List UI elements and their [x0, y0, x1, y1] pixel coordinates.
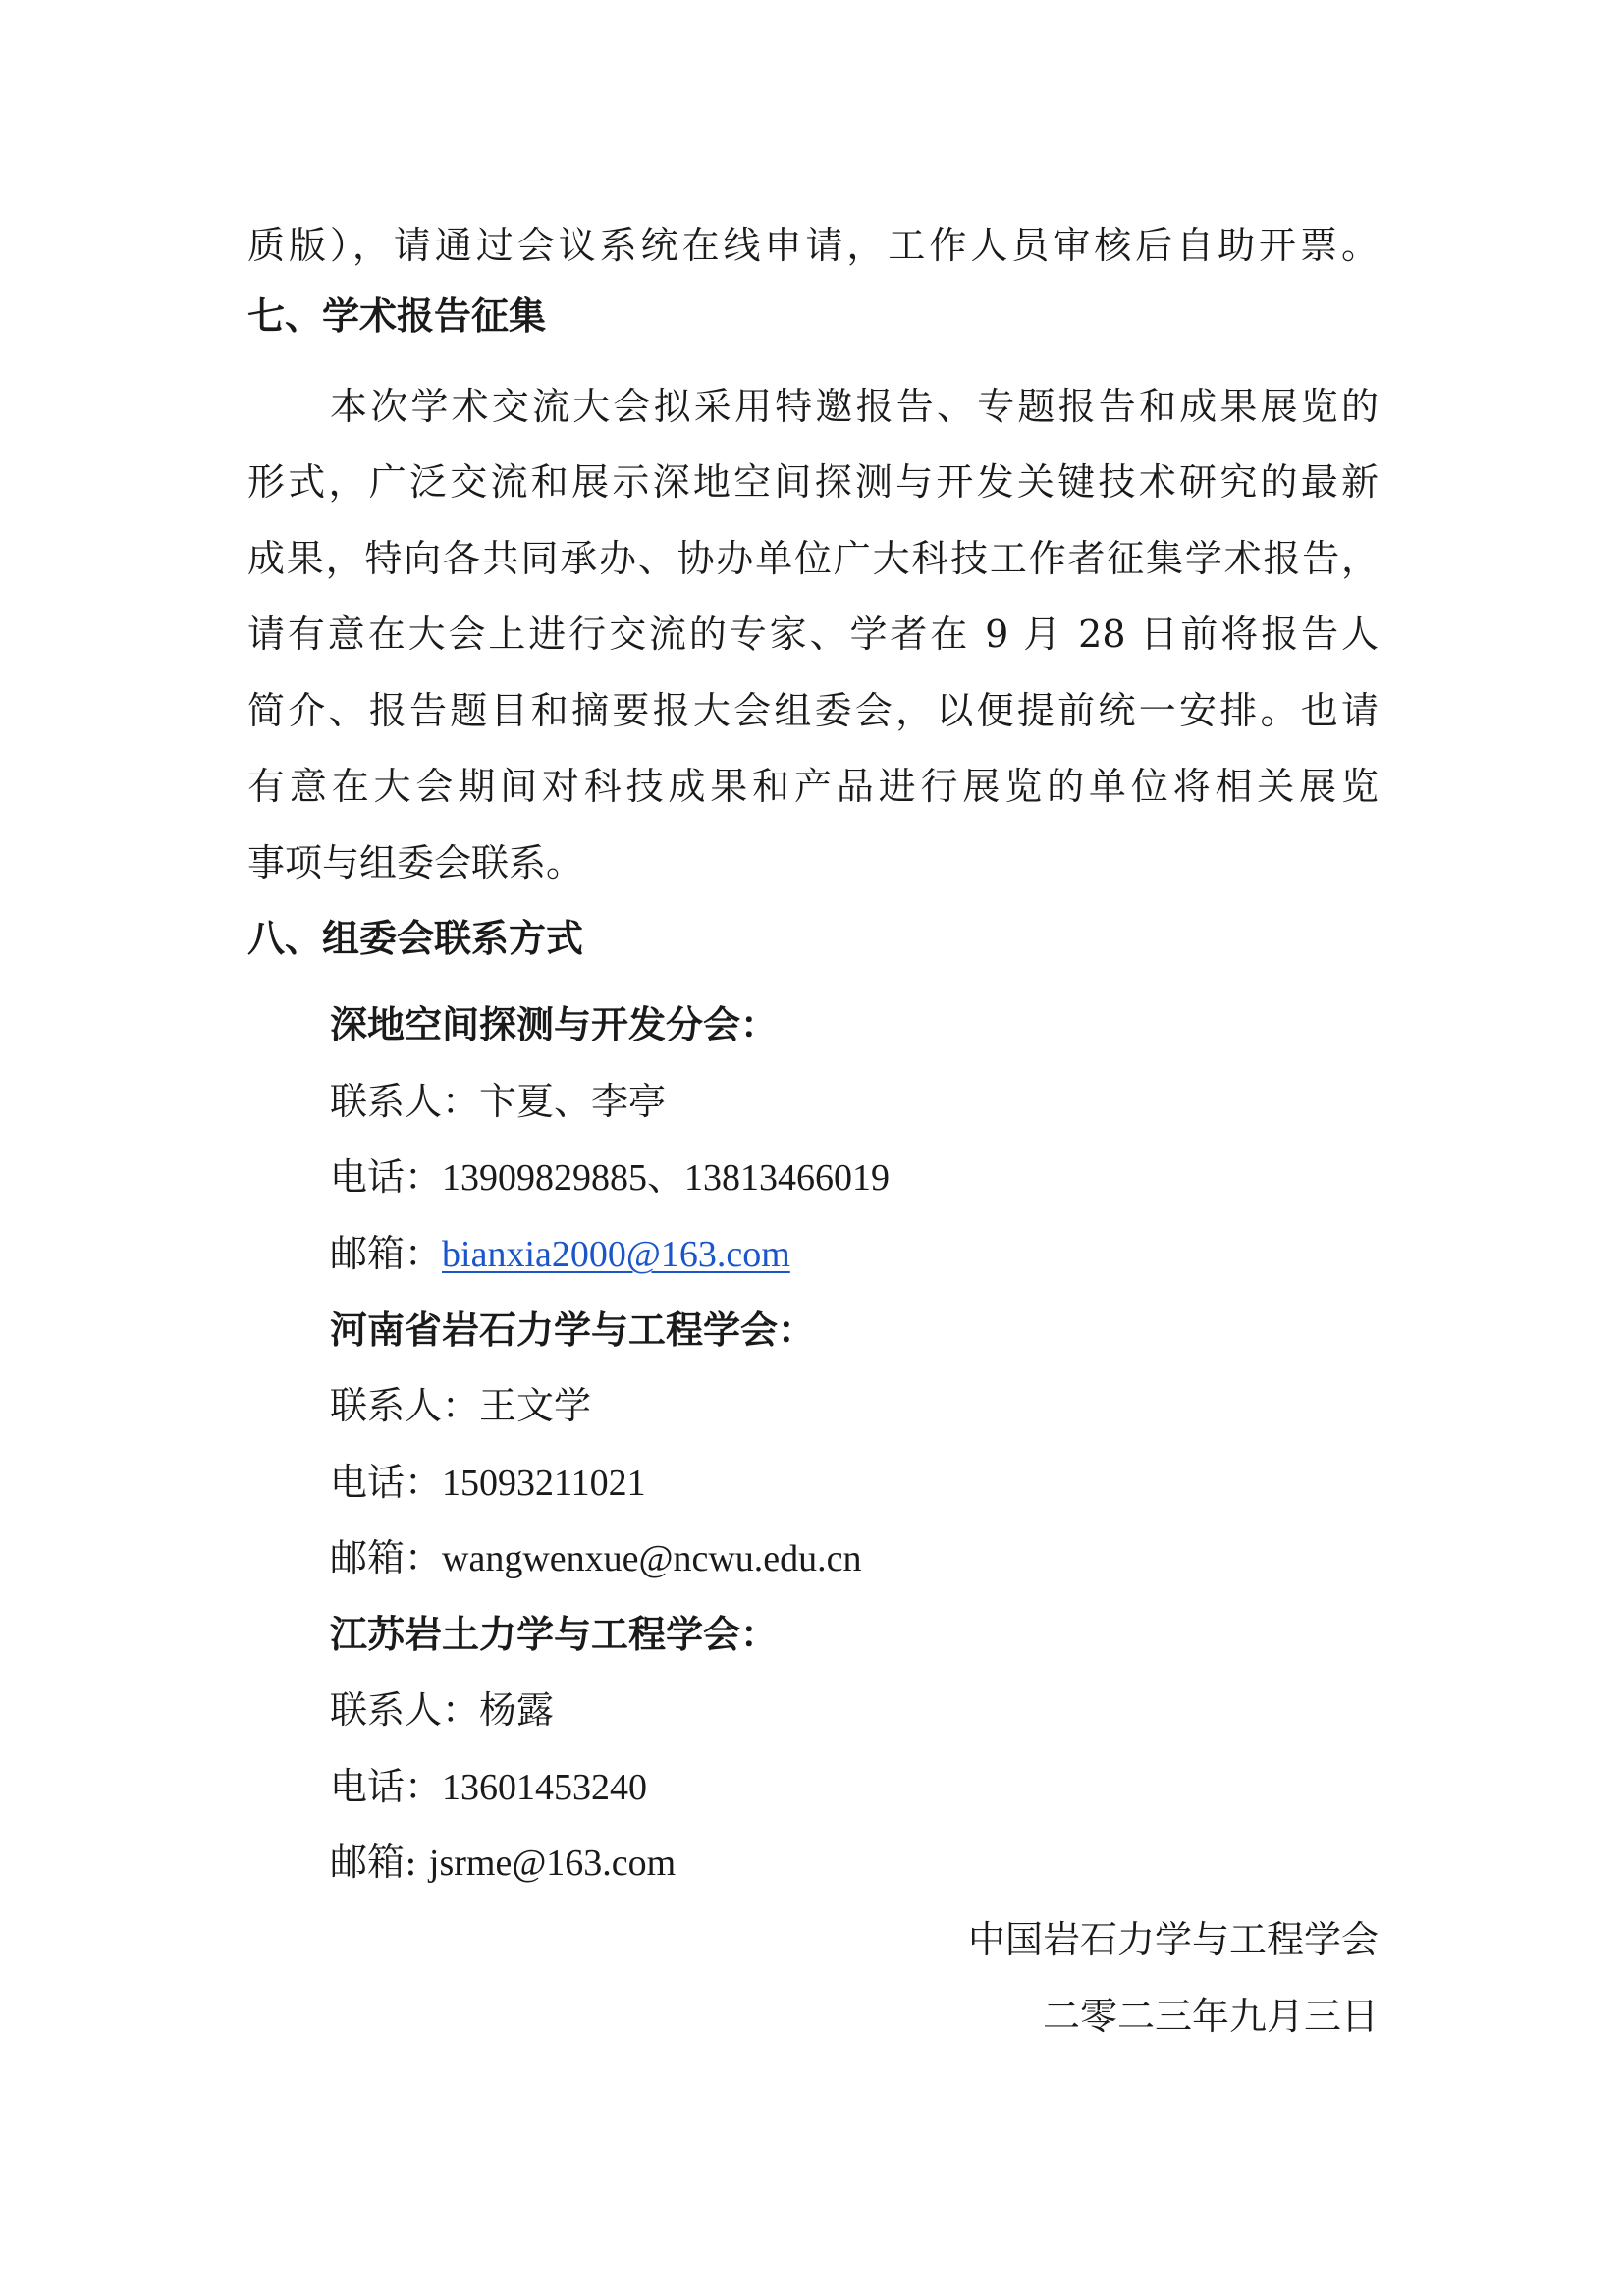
body-line-reports-6: 有意在大会期间对科技成果和产品进行展览的单位将相关展览 — [247, 765, 1379, 808]
contact-phone-value: 13909829885、13813466019 — [442, 1157, 891, 1199]
contact-person-value: 杨露 — [479, 1688, 555, 1732]
contact-phone-label: 电话： — [330, 1765, 443, 1808]
contact-phone-row — [330, 1155, 891, 1199]
contact-person-row — [330, 1384, 592, 1427]
body-line-reports-4: 请有意在大会上进行交流的专家、学者在 9 月 28 日前将报告人 — [247, 613, 1379, 656]
body-line-reports-3: 成果，特向各共同承办、协办单位广大科技工作者征集学术报告， — [247, 537, 1379, 580]
contact-phone-row — [330, 1765, 648, 1808]
contact-email-value: wangwenxue@ncwu.edu.cn — [442, 1538, 862, 1579]
contact-email-value: jsrme@163.com — [428, 1842, 677, 1884]
contact-person-value: 王文学 — [479, 1384, 592, 1427]
body-line-reports-1: 本次学术交流大会拟采用特邀报告、专题报告和成果展览的 — [330, 385, 1379, 428]
contact-phone-label: 电话： — [330, 1461, 443, 1504]
contact-email-label: 邮箱： — [330, 1232, 443, 1275]
contact-email-row — [330, 1536, 862, 1579]
contact-email-row — [330, 1843, 676, 1882]
body-line-invoice: 质版），请通过会议系统在线申请，工作人员审核后自助开票。 — [247, 224, 1379, 267]
contact-phone-value: 13601453240 — [442, 1767, 648, 1808]
contact-person-row — [330, 1080, 667, 1123]
signature-date: 二零二三年九月三日 — [1042, 1995, 1379, 2038]
contact-person-row — [330, 1688, 555, 1732]
contact-org-jiangsu: 江苏岩土力学与工程学会： — [330, 1612, 779, 1656]
contact-person-value: 卞夏、李亭 — [479, 1080, 667, 1123]
contact-email-label: 邮箱： — [330, 1536, 443, 1579]
signature-organization: 中国岩石力学与工程学会 — [967, 1918, 1379, 1961]
contact-person-label: 联系人： — [330, 1384, 480, 1427]
contact-email-row — [330, 1232, 790, 1275]
contact-person-label: 联系人： — [330, 1080, 480, 1123]
contact-phone-row — [330, 1461, 646, 1504]
body-line-reports-7: 事项与组委会联系。 — [247, 841, 584, 884]
section-heading-contacts: 八、组委会联系方式 — [247, 916, 584, 960]
section-heading-academic-reports: 七、学术报告征集 — [247, 294, 547, 338]
contact-phone-value: 15093211021 — [442, 1463, 646, 1504]
contact-phone-label: 电话： — [330, 1155, 443, 1199]
contact-org-henan: 河南省岩石力学与工程学会： — [330, 1308, 816, 1352]
contact-email-link[interactable]: bianxia2000@163.com — [442, 1234, 790, 1275]
contact-org-deep-space: 深地空间探测与开发分会： — [330, 1002, 779, 1046]
contact-email-label: 邮箱: — [330, 1841, 429, 1884]
contact-person-label: 联系人： — [330, 1688, 480, 1732]
body-line-reports-5: 简介、报告题目和摘要报大会组委会，以便提前统一安排。也请 — [247, 689, 1379, 732]
body-line-reports-2: 形式，广泛交流和展示深地空间探测与开发关键技术研究的最新 — [247, 460, 1379, 504]
